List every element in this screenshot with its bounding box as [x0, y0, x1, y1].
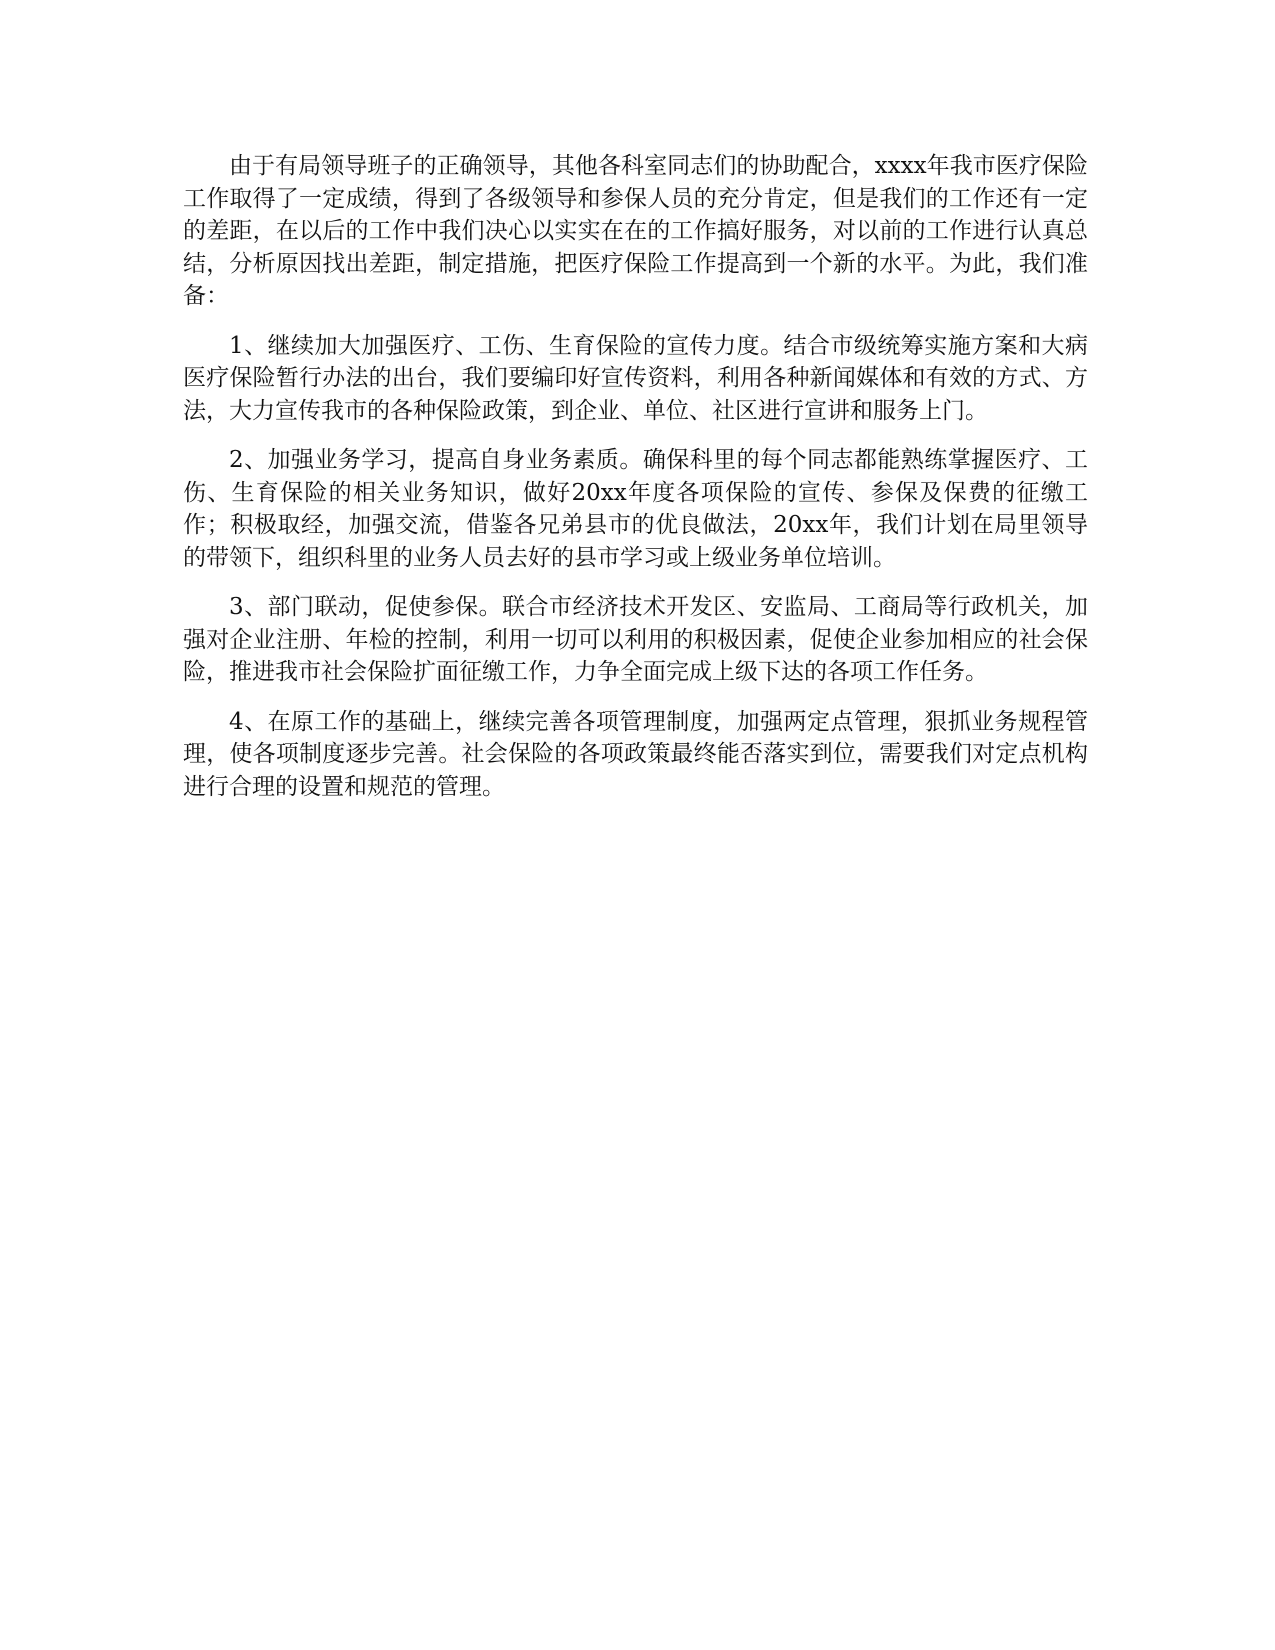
paragraph-item-4: 4、在原工作的基础上，继续完善各项管理制度，加强两定点管理，狠抓业务规程管理，使各项制度逐步完善。社会保险的各项政策最终能否落实到位，需要我们对定点机构进行合理的设置和规范的管理。: [183, 708, 1088, 800]
document-body: [183, 150, 1088, 820]
paragraph-item-3: 3、部门联动，促使参保。联合市经济技术开发区、安监局、工商局等行政机关，加强对企业注册、年检的控制，利用一切可以利用的积极因素，促使企业参加相应的社会保险，推进我市社会保险扩面征缴工作，力争全面完成上级下达的各项工作任务。: [183, 594, 1088, 685]
paragraph-item-1: 1、继续加大加强医疗、工伤、生育保险的宣传力度。结合市级统筹实施方案和大病医疗保险暂行办法的出台，我们要编印好宣传资料，利用各种新闻媒体和有效的方式、方法，大力宣传我市的各种保险政策，到企业、单位、社区进行宣讲和服务上门。: [183, 332, 1088, 424]
paragraph-item-2: 2、加强业务学习，提高自身业务素质。确保科里的每个同志都能熟练掌握医疗、工伤、生育保险的相关业务知识，做好20xx年度各项保险的宣传、参保及保费的征缴工作；积极取经，加强交流，借鉴各兄弟县市的优良做法，20xx年，我们计划在局里领导的带领下，组织科里的业务人员去好的县市学习或上级业务单位培训。: [183, 447, 1088, 571]
paragraph-intro: 由于有局领导班子的正确领导，其他各科室同志们的协助配合，xxxx年我市医疗保险工作取得了一定成绩，得到了各级领导和参保人员的充分肯定，但是我们的工作还有一定的差距，在以后的工作中我们决心以实实在在的工作搞好服务，对以前的工作进行认真总结，分析原因找出差距，制定措施，把医疗保险工作提高到一个新的水平。为此，我们准备：: [183, 153, 1088, 309]
